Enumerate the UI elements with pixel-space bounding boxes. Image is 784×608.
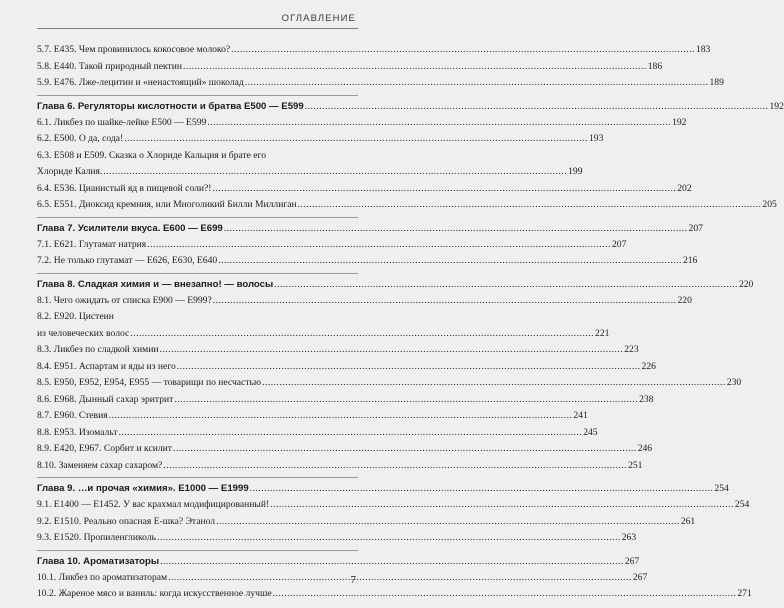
chapter-page: 192 <box>769 100 784 112</box>
leader-dots <box>109 408 573 425</box>
toc-entry[interactable] <box>37 42 711 59</box>
leader-dots <box>218 253 682 270</box>
toc-entry[interactable] <box>37 425 598 442</box>
entry-page: 216 <box>682 255 698 266</box>
leader-dots <box>147 237 611 254</box>
entry-label: 6.5. Е551. Диоксид кремния, или Многоликий Билли Миллиган <box>37 199 297 210</box>
entry-label: 8.8. Е953. Изомальт <box>37 426 118 438</box>
toc-entry[interactable] <box>37 148 583 181</box>
toc-entry[interactable] <box>37 75 724 92</box>
entry-label: 8.3. Ликбез по сладкой химии <box>37 344 159 355</box>
leader-dots <box>231 42 695 59</box>
leader-dots <box>298 197 762 214</box>
chapter-heading[interactable] <box>37 221 703 237</box>
entry-label: 8.1. Чего ожидать от списка Е900 — Е999? <box>37 294 212 306</box>
entry-page: 223 <box>624 344 639 355</box>
entry-page: 261 <box>680 515 696 527</box>
entry-page: 192 <box>672 116 687 128</box>
toc-section-chapter-10 <box>37 554 752 606</box>
leader-dots <box>250 481 714 497</box>
entry-page: 271 <box>737 588 752 599</box>
chapter-page: 207 <box>688 222 703 234</box>
leader-dots <box>207 115 671 132</box>
entry-page: 205 <box>762 199 777 210</box>
toc-entry[interactable] <box>37 530 637 547</box>
toc-section-intro <box>37 42 724 96</box>
toc-entry[interactable] <box>37 197 777 214</box>
entry-label-line1: 6.3. Е508 и Е509. Сказка о Хлориде Кальция и брате его <box>37 149 267 161</box>
leader-dots <box>130 326 594 343</box>
toc-entry[interactable] <box>37 342 639 359</box>
running-header: ОГЛАВЛЕНИЕ <box>281 13 356 24</box>
entry-label: 9.2. Е1510. Реально опасная Е-шка? Этанол <box>37 515 216 527</box>
leader-dots <box>103 164 567 181</box>
toc-section-chapter-8 <box>37 277 754 479</box>
entry-label: из человеческих волос <box>37 327 130 339</box>
leader-dots <box>174 392 638 409</box>
chapter-page: 254 <box>714 483 729 494</box>
toc-entry[interactable] <box>37 59 663 76</box>
leader-dots <box>173 441 637 458</box>
entry-page: 202 <box>677 182 692 194</box>
chapter-title: Глава 8. Сладкая химия и — внезапно! — волосы <box>37 278 274 290</box>
toc-entry[interactable] <box>37 131 604 148</box>
entry-label: 7.1. Е621. Глутамат натрия <box>37 238 147 250</box>
leader-dots <box>157 530 621 547</box>
toc-section-chapter-6 <box>37 99 784 218</box>
leader-dots <box>262 375 726 392</box>
header-rule <box>37 28 358 29</box>
entry-page: 220 <box>677 294 692 306</box>
entry-page: 193 <box>588 133 604 144</box>
entry-page: 267 <box>632 571 648 583</box>
entry-label: 6.2. Е500. О да, сода! <box>37 133 124 144</box>
entry-page: 221 <box>595 327 610 339</box>
entry-label: 6.1. Ликбез по шайке-лейке Е500 — Е599 <box>37 116 207 128</box>
toc-entry[interactable] <box>37 441 653 458</box>
entry-label: 7.2. Не только глутамат — Е626, Е630, Е640 <box>37 255 218 266</box>
entry-label: 9.1. Е1400 — Е1452. У вас крахмал модифицированный! <box>37 499 270 510</box>
toc-entry[interactable] <box>37 293 692 310</box>
leader-dots <box>118 425 582 442</box>
leader-dots <box>274 277 738 293</box>
toc-entry[interactable] <box>37 237 627 254</box>
toc-entry[interactable] <box>37 115 687 132</box>
leader-dots <box>159 342 623 359</box>
entry-label: 8.4. Е951. Аспартам и яды из него <box>37 360 176 372</box>
page-number: 7 <box>350 574 356 586</box>
entry-page: 238 <box>639 393 654 405</box>
entry-label: 8.7. Е960. Стевия <box>37 410 108 421</box>
leader-dots <box>163 458 627 475</box>
entry-label: 8.9. Е420, Е967. Сорбит и ксилит <box>37 443 172 454</box>
entry-label: 8.6. Е968. Дынный сахар эритрит <box>37 393 174 405</box>
entry-label: 9.3. Е1520. Пропиленгликоль <box>37 532 156 543</box>
toc-entry[interactable] <box>37 408 588 425</box>
chapter-heading[interactable] <box>37 554 640 570</box>
chapter-heading[interactable] <box>37 277 754 293</box>
entry-page: 183 <box>695 44 711 55</box>
chapter-title: Глава 7. Усилители вкуса. Е600 — Е699 <box>37 222 223 234</box>
entry-label: 8.5. Е950, Е952, Е954, Е955 — товарищи по несчастью <box>37 377 262 388</box>
toc-entry[interactable] <box>37 375 742 392</box>
toc-entry[interactable] <box>37 392 654 409</box>
entry-page: 207 <box>611 238 627 250</box>
toc-entry[interactable] <box>37 570 648 587</box>
entry-page: 230 <box>726 377 742 388</box>
entry-label: Хлориде Калия. <box>37 166 103 177</box>
leader-dots <box>273 586 737 603</box>
toc-section-chapter-9 <box>37 481 750 551</box>
chapter-heading[interactable] <box>37 481 729 497</box>
chapter-title: Глава 9. …и прочая «химия». Е1000 — Е1999 <box>37 483 249 494</box>
toc-entry[interactable] <box>37 309 610 342</box>
toc-entry[interactable] <box>37 514 696 531</box>
toc-entry[interactable] <box>37 359 656 376</box>
entry-label: 5.7. Е435. Чем провинилось кокосовое молоко? <box>37 44 231 55</box>
entry-page: 251 <box>628 459 643 471</box>
toc-section-chapter-7 <box>37 221 703 274</box>
leader-dots <box>213 181 677 198</box>
leader-dots <box>245 75 709 92</box>
leader-dots <box>177 359 641 376</box>
toc-entry[interactable] <box>37 253 698 270</box>
leader-dots <box>305 99 769 115</box>
toc-entry[interactable] <box>37 458 643 475</box>
chapter-page: 267 <box>624 555 640 567</box>
entry-page: 186 <box>647 60 663 72</box>
toc-entry[interactable] <box>37 181 692 198</box>
entry-label: 5.8. Е440. Такой природный пектин <box>37 60 182 72</box>
chapter-page: 220 <box>738 278 754 290</box>
entry-label: 10.1. Ликбез по ароматизаторам <box>37 571 168 583</box>
table-of-contents <box>37 42 784 608</box>
chapter-title: Глава 10. Ароматизаторы <box>37 555 160 567</box>
entry-page: 226 <box>641 360 656 372</box>
entry-page: 189 <box>709 77 724 88</box>
entry-page: 199 <box>568 166 583 177</box>
leader-dots <box>270 497 734 514</box>
entry-page: 241 <box>573 410 588 421</box>
chapter-heading[interactable] <box>37 99 784 115</box>
leader-dots <box>224 221 688 237</box>
leader-dots <box>124 131 588 148</box>
entry-page: 263 <box>621 532 637 543</box>
entry-label: 8.10. Заменяем сахар сахаром? <box>37 459 163 471</box>
toc-entry[interactable] <box>37 497 750 514</box>
leader-dots <box>213 293 677 310</box>
entry-label-line1: 8.2. Е920. Цистеин <box>37 311 114 322</box>
entry-label: 10.2. Жареное мясо и ваниль: когда искусственное лучше <box>37 588 272 599</box>
leader-dots <box>160 554 624 570</box>
leader-dots <box>216 514 680 531</box>
leader-dots <box>183 59 647 76</box>
toc-entry[interactable] <box>37 586 752 603</box>
entry-page: 245 <box>583 426 598 438</box>
entry-page: 254 <box>734 499 750 510</box>
chapter-title: Глава 6. Регуляторы кислотности и братва Е500 — Е599 <box>37 100 304 112</box>
entry-page: 246 <box>637 443 653 454</box>
entry-label: 5.9. Е476. Лже-лецитин и «ненастоящий» шоколад <box>37 77 244 88</box>
leader-dots <box>168 570 632 587</box>
entry-label: 6.4. Е536. Цианистый яд в пищевой соли?! <box>37 182 212 194</box>
